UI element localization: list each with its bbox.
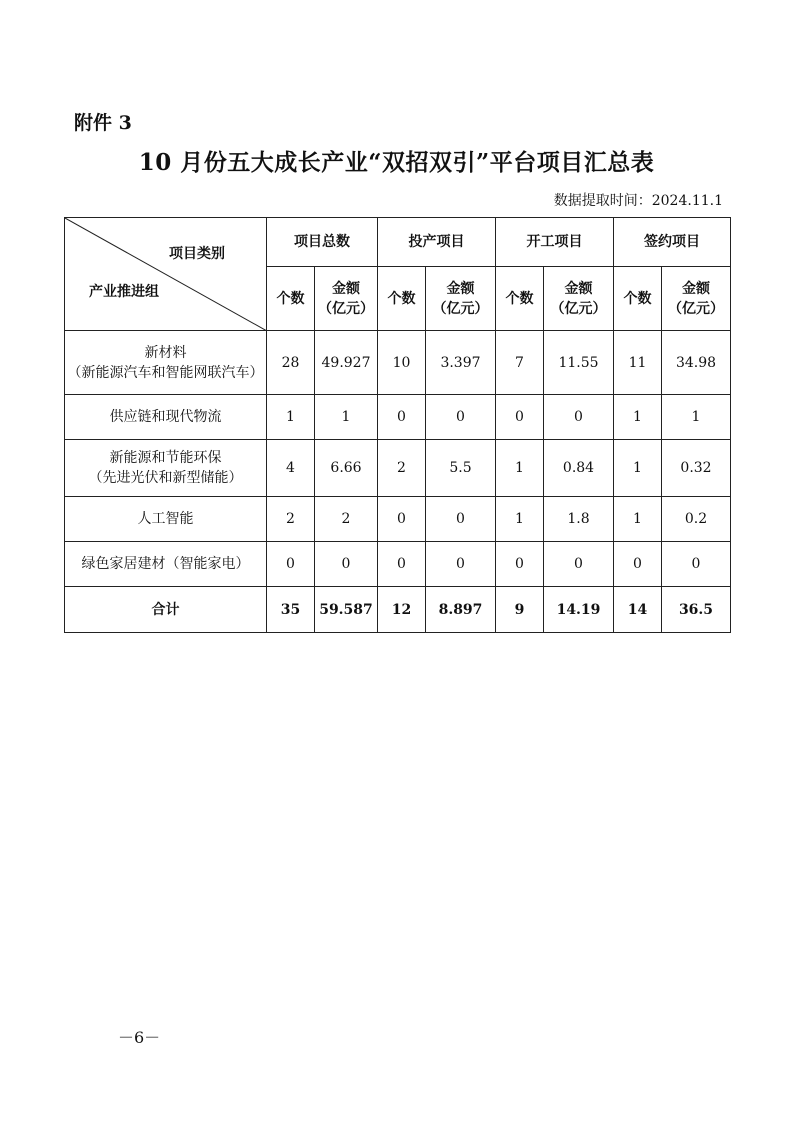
attachment-label: 附件 3 <box>74 112 132 134</box>
group-header: 开工项目 <box>496 218 614 267</box>
group-header: 投产项目 <box>378 218 496 267</box>
row-name: 新能源和节能环保 <box>109 450 222 466</box>
row-label <box>65 497 267 542</box>
cell-count: 2 <box>267 497 315 542</box>
cell-amount: 0 <box>544 542 614 587</box>
cell-count: 0 <box>378 497 426 542</box>
cell-amount: 0 <box>426 497 496 542</box>
row-label <box>65 331 267 395</box>
cell-amount: 0 <box>315 542 378 587</box>
diagonal-line <box>65 218 267 331</box>
corner-top-label: 项目类别 <box>169 246 225 262</box>
cell-count: 1 <box>496 440 544 497</box>
total-count: 35 <box>267 587 315 633</box>
cell-amount: 6.66 <box>315 440 378 497</box>
table-row <box>65 395 731 440</box>
cell-count: 0 <box>378 395 426 440</box>
cell-amount: 1.8 <box>544 497 614 542</box>
table-row <box>65 440 731 497</box>
cell-amount: 0.32 <box>662 440 731 497</box>
count-header: 个数 <box>378 267 426 331</box>
amount-header-line2: （亿元） <box>668 300 724 317</box>
total-count: 12 <box>378 587 426 633</box>
amount-header-line1: 金额 <box>564 280 593 297</box>
row-subname: （新能源汽车和智能网联汽车） <box>67 364 264 381</box>
total-count: 9 <box>496 587 544 633</box>
amount-header-line1: 金额 <box>332 280 360 297</box>
amount-header-line2: （亿元） <box>432 300 489 317</box>
row-name: 新材料 <box>144 344 187 361</box>
page-number: －6－ <box>118 1028 161 1047</box>
cell-count: 1 <box>614 440 662 497</box>
total-amount: 59.587 <box>315 587 378 633</box>
cell-amount: 34.98 <box>662 331 731 395</box>
cell-count: 1 <box>614 497 662 542</box>
count-header: 个数 <box>267 267 315 331</box>
cell-amount: 1 <box>315 395 378 440</box>
row-name: 人工智能 <box>137 511 194 527</box>
cell-count: 7 <box>496 331 544 395</box>
total-count: 14 <box>614 587 662 633</box>
amount-header <box>315 267 378 331</box>
row-name: 绿色家居建材（智能家电） <box>81 556 250 572</box>
total-label: 合计 <box>65 587 267 633</box>
cell-count: 1 <box>614 395 662 440</box>
corner-bottom-label: 产业推进组 <box>89 284 159 300</box>
corner-header <box>65 218 267 331</box>
cell-amount: 1 <box>662 395 731 440</box>
table-row <box>65 331 731 395</box>
cell-amount: 49.927 <box>315 331 378 395</box>
cell-count: 0 <box>496 542 544 587</box>
cell-amount: 0 <box>426 542 496 587</box>
row-label <box>65 440 267 497</box>
cell-count: 0 <box>496 395 544 440</box>
cell-count: 2 <box>378 440 426 497</box>
amount-header <box>426 267 496 331</box>
amount-header <box>544 267 614 331</box>
cell-amount: 0 <box>426 395 496 440</box>
cell-count: 11 <box>614 331 662 395</box>
cell-amount: 5.5 <box>426 440 496 497</box>
row-label <box>65 542 267 587</box>
total-amount: 14.19 <box>544 587 614 633</box>
count-header: 个数 <box>496 267 544 331</box>
cell-count: 1 <box>496 497 544 542</box>
group-header: 项目总数 <box>267 218 378 267</box>
cell-count: 0 <box>614 542 662 587</box>
cell-amount: 0.2 <box>662 497 731 542</box>
amount-header-line2: （亿元） <box>318 300 374 317</box>
cell-amount: 0.84 <box>544 440 614 497</box>
amount-header <box>662 267 731 331</box>
cell-amount: 11.55 <box>544 331 614 395</box>
cell-count: 28 <box>267 331 315 395</box>
table-row <box>65 542 731 587</box>
row-name: 供应链和现代物流 <box>109 409 222 425</box>
cell-amount: 2 <box>315 497 378 542</box>
amount-header-line2: （亿元） <box>550 300 607 317</box>
amount-header-line1: 金额 <box>446 280 475 297</box>
total-amount: 36.5 <box>662 587 731 633</box>
cell-count: 0 <box>378 542 426 587</box>
total-row <box>65 587 731 633</box>
extract-time: 数据提取时间：2024.11.1 <box>553 193 723 209</box>
cell-amount: 0 <box>544 395 614 440</box>
table-row <box>65 497 731 542</box>
cell-amount: 3.397 <box>426 331 496 395</box>
amount-header-line1: 金额 <box>682 280 710 297</box>
summary-table <box>64 217 731 633</box>
row-subname: （先进光伏和新型储能） <box>88 470 243 486</box>
cell-amount: 0 <box>662 542 731 587</box>
group-header: 签约项目 <box>614 218 731 267</box>
count-header: 个数 <box>614 267 662 331</box>
cell-count: 4 <box>267 440 315 497</box>
cell-count: 0 <box>267 542 315 587</box>
row-label <box>65 395 267 440</box>
page-title: 10 月份五大成长产业“双招双引”平台项目汇总表 <box>138 149 655 176</box>
cell-count: 10 <box>378 331 426 395</box>
cell-count: 1 <box>267 395 315 440</box>
total-amount: 8.897 <box>426 587 496 633</box>
